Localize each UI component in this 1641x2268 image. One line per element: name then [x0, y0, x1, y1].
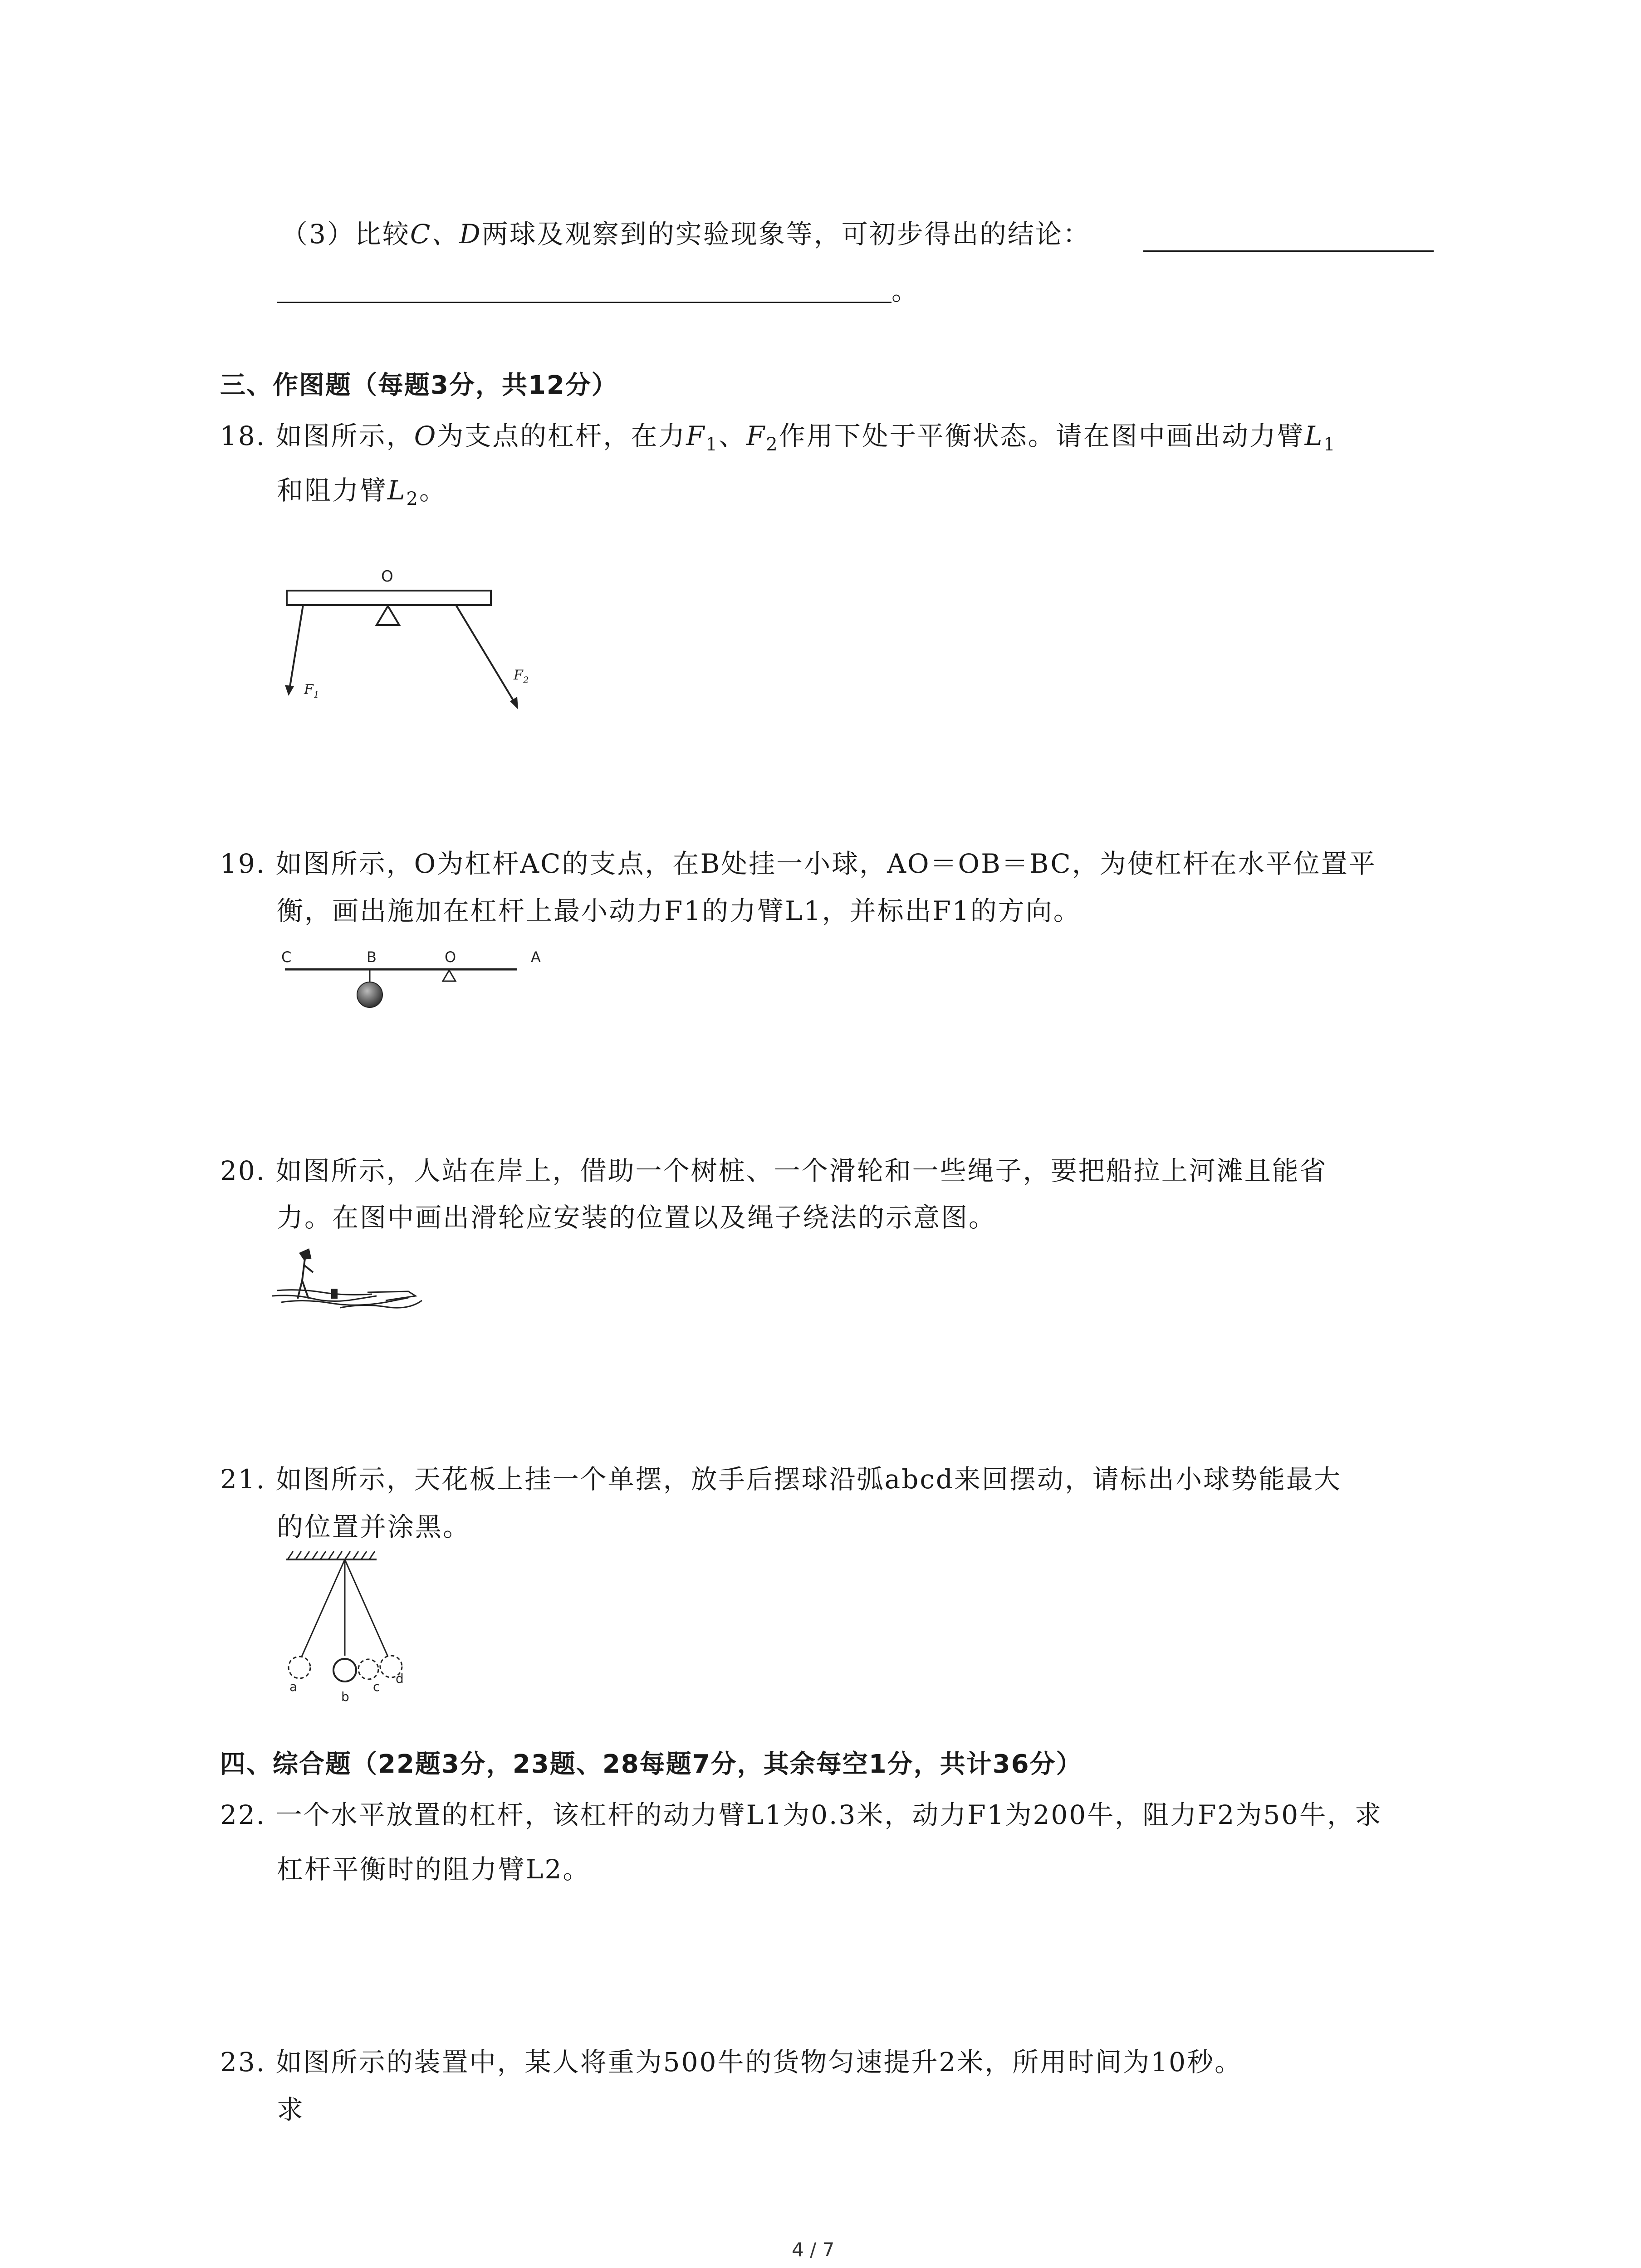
ball-position-a[interactable] [289, 1657, 310, 1678]
page-number: 4 / 7 [792, 2239, 835, 2261]
q17-part3-line1: （3）比较C、D两球及观察到的实验现象等，可初步得出的结论： [281, 219, 1091, 249]
q21-line2: 的位置并涂黑。 [277, 1511, 471, 1542]
q20-line1: 20. 如图所示，人站在岸上，借助一个树桩、一个滑轮和一些绳子，要把船拉上河滩且能省 [220, 1155, 1327, 1186]
section4-heading: 四、综合题（22题3分，23题、28每题7分，其余每空1分，共计36分） [220, 1750, 1083, 1779]
q22-line1: 22. 一个水平放置的杠杆，该杠杆的动力臂L1为0.3米，动力F1为200牛，阻力F2为50牛，求 [220, 1799, 1383, 1830]
fig18-label-f2: $F_2$ [514, 667, 529, 685]
fig18-label-f1: $F_1$ [304, 682, 319, 700]
answer-blank-1[interactable] [1143, 250, 1434, 252]
q22-line2: 杠杆平衡时的阻力臂L2。 [277, 1854, 591, 1885]
ball-position-b[interactable] [333, 1659, 356, 1681]
q17-period: 。 [892, 275, 920, 306]
answer-blank-2[interactable] [277, 302, 892, 303]
q21-pendulum-figure [272, 1547, 422, 1710]
fig19-label-o: O [445, 948, 456, 966]
q20-shore-figure [272, 1245, 436, 1322]
q19-line1: 19. 如图所示，O为杠杆AC的支点，在B处挂一小球，AO＝OB＝BC，为使杠杆在水平位置平 [220, 848, 1376, 879]
force-f1-arrowhead [285, 685, 294, 696]
fig21-label-a: a [289, 1679, 298, 1694]
q19-lever-figure [272, 946, 563, 1023]
fig19-label-b: B [367, 948, 377, 966]
q19-line2: 衡，画出施加在杠杆上最小动力F1的力臂L1，并标出F1的方向。 [277, 895, 1081, 926]
section3-heading: 三、作图题（每题3分，共12分） [220, 371, 618, 400]
q18-line2: 和阻力臂$L_2$。 [277, 475, 447, 509]
fig21-label-d: d [396, 1671, 404, 1686]
shore-lines [272, 1290, 422, 1308]
lever-bar [287, 591, 491, 605]
q18-line1: 18. 如图所示，O为支点的杠杆，在力$F_1$、$F_2$作用下处于平衡状态。请在图中画出动力臂$L_1$ [220, 420, 1337, 455]
string-position-a [302, 1559, 345, 1657]
force-f1-line [289, 605, 303, 689]
hanging-ball [357, 982, 382, 1007]
fulcrum-triangle [377, 606, 399, 625]
q23-line1: 23. 如图所示的装置中，某人将重为500牛的货物匀速提升2米，所用时间为10秒。 [220, 2047, 1243, 2077]
fig19-label-c: C [281, 948, 292, 966]
fig18-label-o: O [381, 567, 393, 586]
tree-stump-icon [331, 1289, 338, 1299]
q18-lever-figure [254, 558, 544, 721]
q23-line2: 求 [277, 2094, 305, 2125]
q20-line2: 力。在图中画出滑轮应安装的位置以及绳子绕法的示意图。 [277, 1202, 997, 1233]
fulcrum-o [443, 970, 456, 981]
fig21-label-b: b [341, 1689, 349, 1704]
ceiling-hatch [288, 1551, 375, 1559]
q21-line1: 21. 如图所示，天花板上挂一个单摆，放手后摆球沿弧abcd来回摆动，请标出小球势能最大 [220, 1464, 1342, 1495]
fig19-label-a: A [531, 948, 541, 966]
ball-position-c[interactable] [358, 1659, 378, 1679]
string-position-d [345, 1559, 388, 1657]
force-f2-arrowhead [510, 697, 518, 709]
fig21-label-c: c [373, 1679, 380, 1694]
force-f2-line [456, 605, 515, 703]
